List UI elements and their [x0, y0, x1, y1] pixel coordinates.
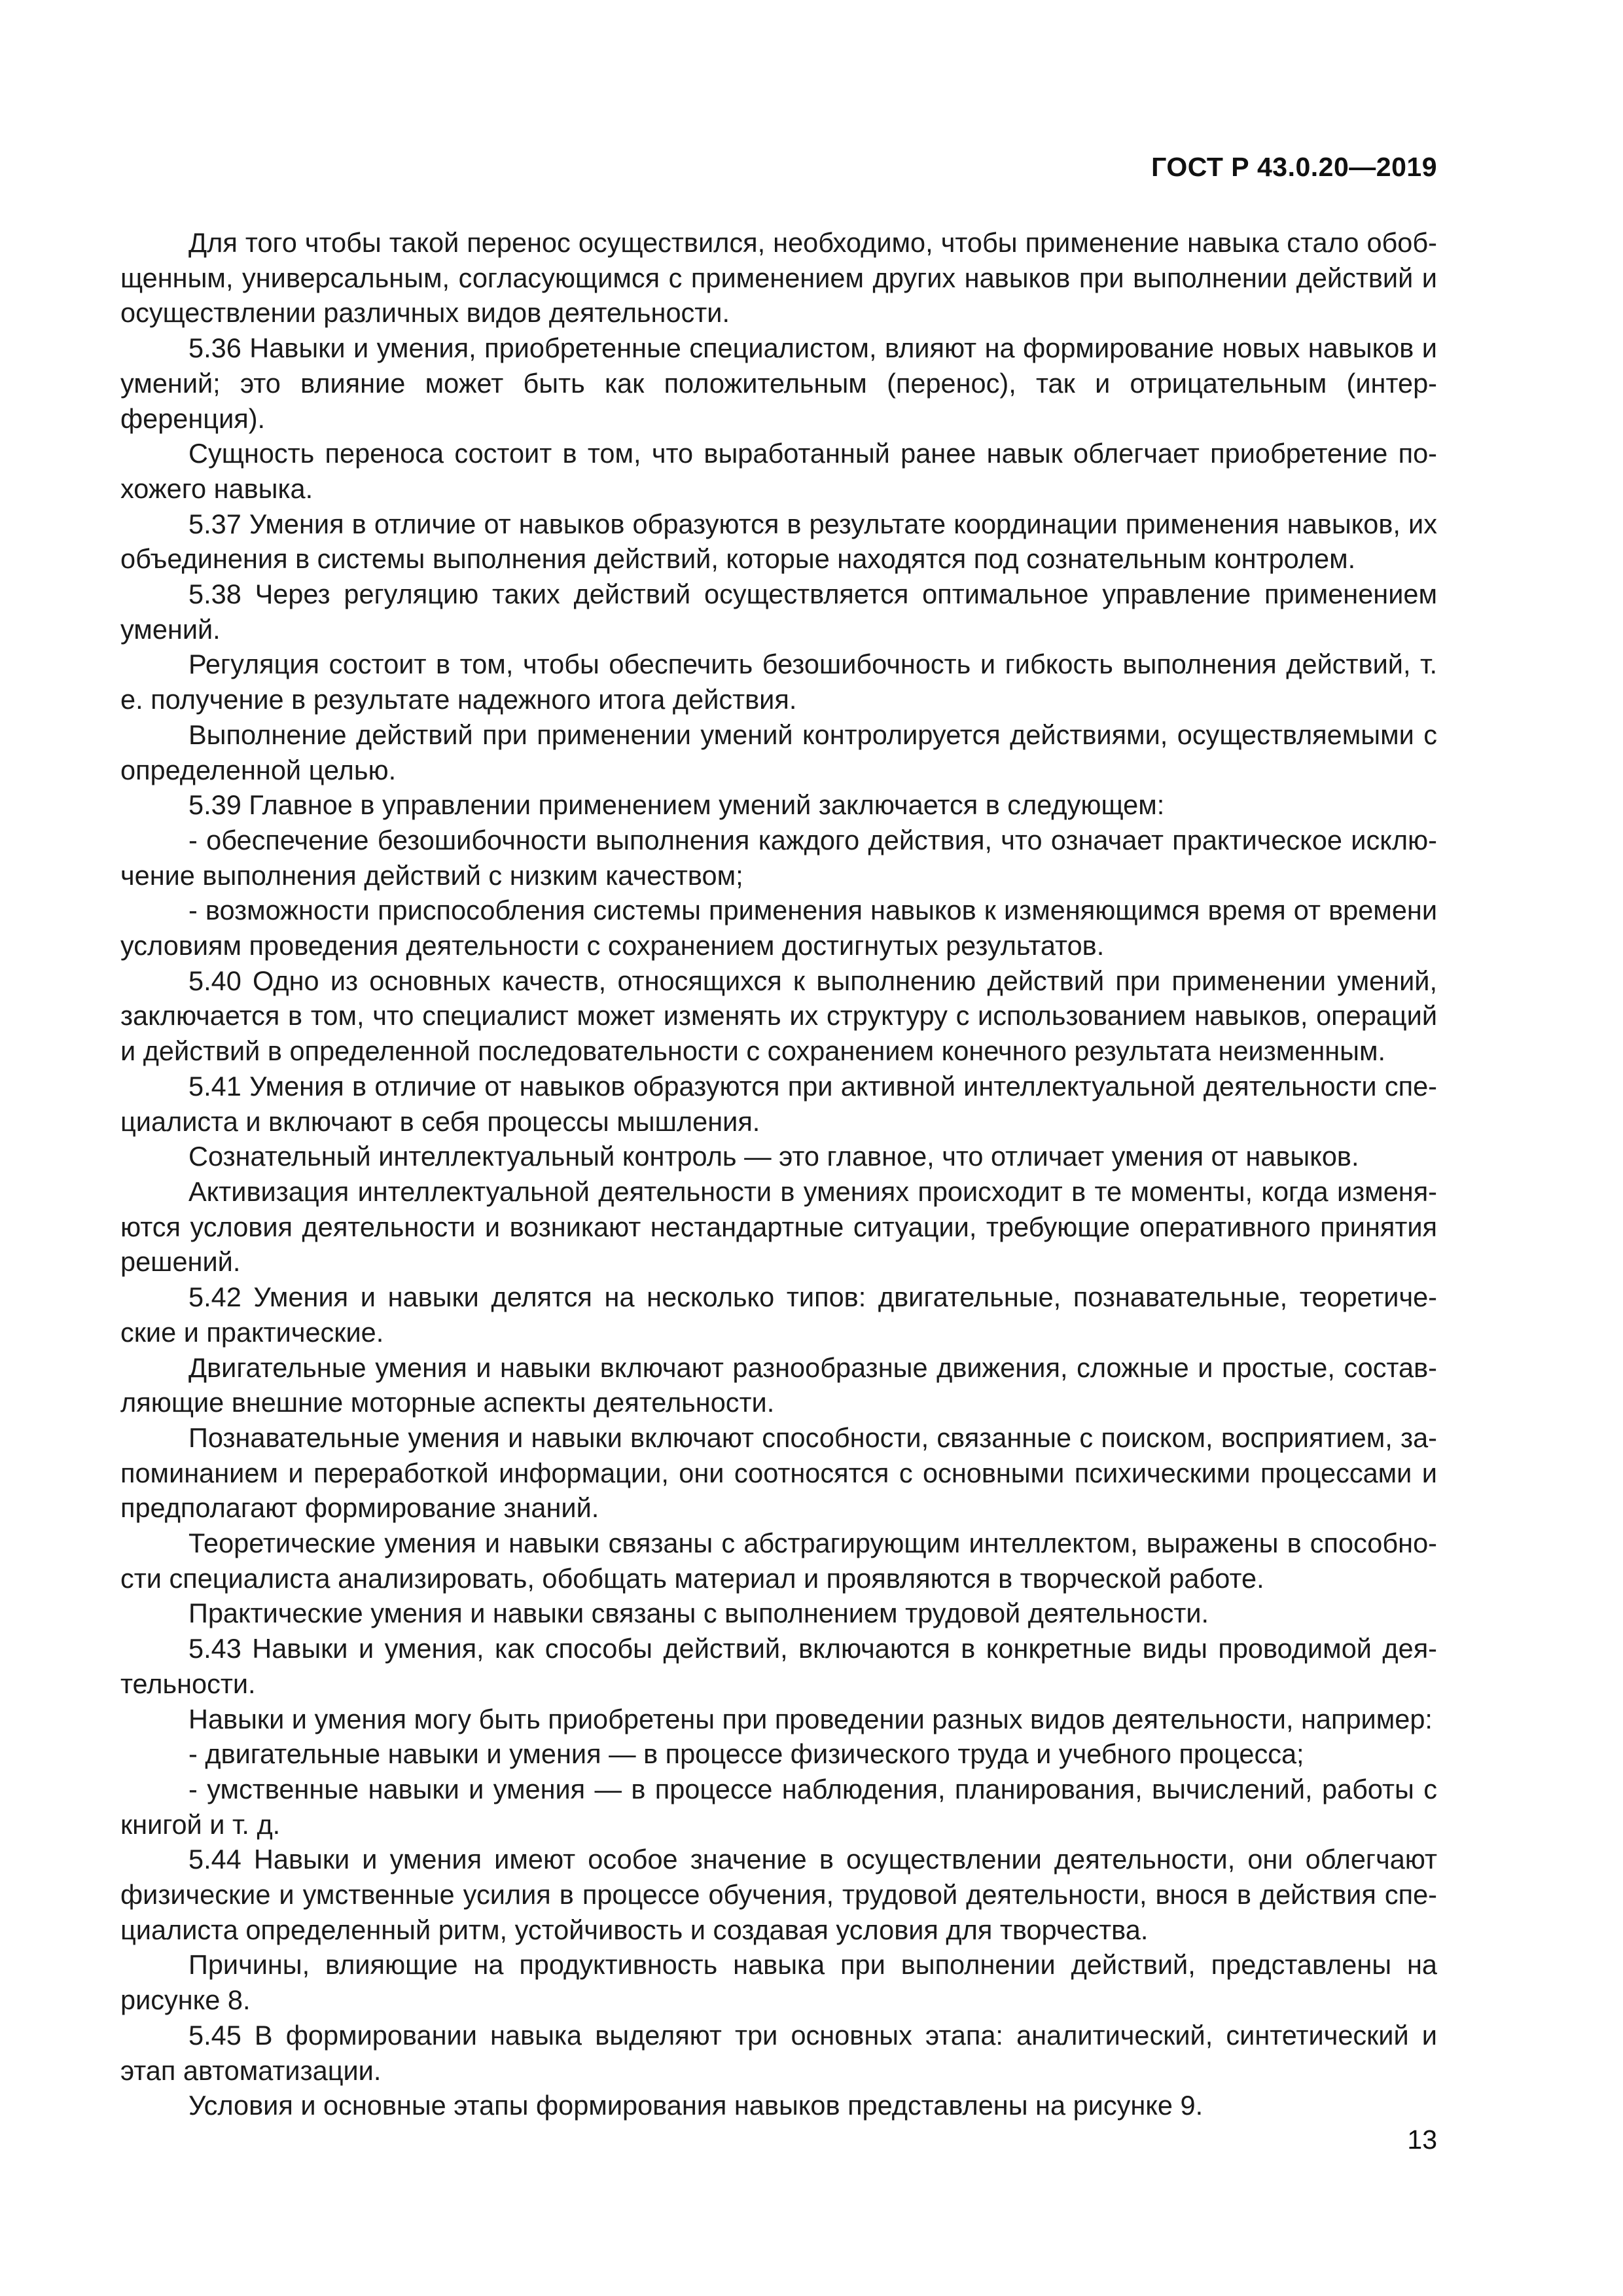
clause-5-37: 5.37 Умения в отличие от навыков образуются в результате координации применения навыков, их объединения в системы выполнения действий, которые находятся под сознательным контролем.: [120, 508, 1437, 575]
clause-5-38: 5.38 Через регуляцию таких действий осуществляется оптимальное управление применением умений.: [120, 579, 1437, 645]
clause-5-40: 5.40 Одно из основных качеств, относящихся к выполнению действий при применении умений, заключается в том, что специалист может изменять их структуру с использованием навыков, операций и действий в определенной последовательности с сохранением конечного результата неизменным.: [120, 965, 1437, 1067]
paragraph: Активизация интеллектуальной деятельности в умениях происходит в те моменты, когда изменяются условия деятельности и возникают нестандартные ситуации, требующие оперативного принятия решений.: [120, 1175, 1437, 1278]
paragraph: Сознательный интеллектуальный контроль — это главное, что отличает умения от навыков.: [188, 1141, 1359, 1172]
clause-5-41: 5.41 Умения в отличие от навыков образуются при активной интеллектуальной деятельности специалиста и включают в себя процессы мышления.: [120, 1070, 1437, 1137]
paragraph: Условия и основные этапы формирования навыков представлены на рисунке 9.: [188, 2090, 1204, 2121]
paragraph: Для того чтобы такой перенос осуществился, необходимо, чтобы применение навыка стало обобщенным, универсальным, согласующимся с применением других навыков при выполнении действий и осуществлении различных видов деятельности.: [120, 227, 1437, 329]
paragraph: Практические умения и навыки связаны с выполнением трудовой деятельности.: [188, 1598, 1209, 1629]
paragraph: Теоретические умения и навыки связаны с абстрагирующим интеллектом, выражены в способности специалиста анализировать, обобщать материал и проявляются в творческой работе.: [120, 1528, 1437, 1594]
paragraph: Познавательные умения и навыки включают способности, связанные с поиском, восприятием, запоминанием и переработкой информации, они соотносятся с основными психическими процессами и предполагают формирование знаний.: [120, 1422, 1437, 1524]
paragraph: Регуляция состоит в том, чтобы обеспечить безошибочность и гибкость выполнения действий, т. е. получение в результате надежного итога действия.: [120, 649, 1437, 715]
list-item: - обеспечение безошибочности выполнения каждого действия, что означает практическое исключение выполнения действий с низким качеством;: [120, 824, 1437, 891]
paragraph: Выполнение действий при применении умений контролируется действиями, осуществляемыми с определенной целью.: [120, 719, 1437, 785]
clause-5-43: 5.43 Навыки и умения, как способы действий, включаются в конкретные виды проводимой деятельности.: [120, 1633, 1437, 1699]
clause-5-42: 5.42 Умения и навыки делятся на несколько типов: двигательные, познавательные, теоретические и практические.: [120, 1282, 1437, 1348]
clause-5-44: 5.44 Навыки и умения имеют особое значение в осуществлении деятельности, они облегчают физические и умственные усилия в процессе обучения, трудовой деятельности, внося в действия специалиста определенный ритм, устойчивость и создавая условия для творчества.: [120, 1844, 1437, 1945]
clause-5-39: 5.39 Главное в управлении применением умений заключается в следующем:: [188, 789, 1165, 821]
list-item: - возможности приспособления системы применения навыков к изменяющимся время от времени условиям проведения деятельности с сохранением достигнутых результатов.: [120, 895, 1437, 961]
clause-5-36: 5.36 Навыки и умения, приобретенные специалистом, влияют на формирование новых навыков и умений; это влияние может быть как положительным (перенос), так и отрицательным (интерференция).: [120, 332, 1437, 434]
document-body: [120, 225, 1437, 2123]
document-code-header: ГОСТ Р 43.0.20—2019: [1151, 152, 1437, 182]
page-number: 13: [1407, 2125, 1437, 2155]
paragraph: Причины, влияющие на продуктивность навыка при выполнении действий, представлены на рисунке 8.: [120, 1949, 1437, 2016]
paragraph: Двигательные умения и навыки включают разнообразные движения, сложные и простые, составляющие внешние моторные аспекты деятельности.: [120, 1352, 1437, 1418]
paragraph: Навыки и умения могу быть приобретены при проведении разных видов деятельности, например:: [188, 1703, 1433, 1734]
paragraph: Сущность переноса состоит в том, что выработанный ранее навык облегчает приобретение похожего навыка.: [120, 438, 1437, 504]
list-item: - двигательные навыки и умения — в процессе физического труда и учебного процесса;: [188, 1738, 1304, 1770]
clause-5-45: 5.45 В формировании навыка выделяют три основных этапа: аналитический, синтетический и этап автоматизации.: [120, 2019, 1437, 2086]
list-item: - умственные навыки и умения — в процессе наблюдения, планирования, вычислений, работы с книгой и т. д.: [120, 1773, 1437, 1840]
